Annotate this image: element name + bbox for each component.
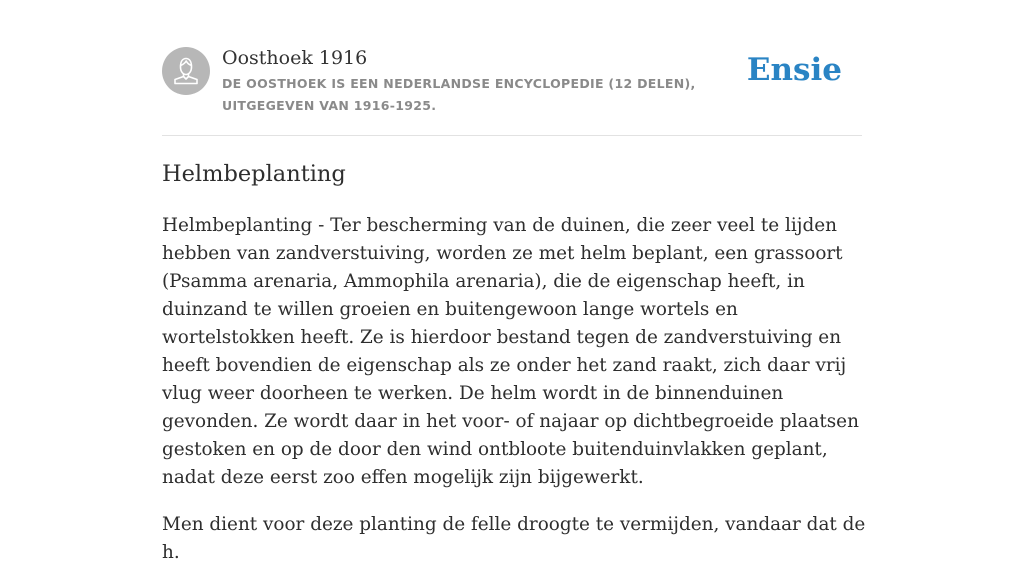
source-name[interactable]: Oosthoek 1916	[222, 47, 368, 69]
user-icon	[162, 47, 210, 95]
article-paragraph: Helmbeplanting - Ter bescherming van de duinen, die zeer veel te lijden hebben van zandverstuiving, worden ze met helm beplant, een grassoort (Psamma arenaria, Ammophila arenaria), die de eigenschap heeft, in duinzand te willen groeien en buitengewoon lange wortels en wortelstokken heeft. Ze is hierdoor bestand tegen de zandverstuiving en heeft bovendien de eigenschap als ze onder het zand raakt, zich daar vrij vlug weer doorheen te werken. De helm wordt in de binnenduinen gevonden. Ze wordt daar in het voor- of najaar op dichtbegroeide plaatsen gestoken en op de door den wind ontbloote buitenduinvlakken geplant, nadat deze eerst zoo effen mogelijk zijn bijgewerkt.	[162, 215, 859, 488]
source-description: DE OOSTHOEK IS EEN NEDERLANDSE ENCYCLOPEDIE (12 DELEN), UITGEGEVEN VAN 1916-1925.	[222, 76, 696, 113]
article-body	[162, 212, 868, 586]
ensie-logo[interactable]: Ensie	[746, 52, 842, 88]
article-paragraph: Men dient voor deze planting de felle droogte te vermijden, vandaar dat de h.	[162, 514, 866, 563]
source-header	[162, 43, 862, 136]
source-avatar[interactable]	[162, 47, 210, 95]
article-title: Helmbeplanting	[162, 161, 346, 187]
source-info	[222, 43, 762, 117]
